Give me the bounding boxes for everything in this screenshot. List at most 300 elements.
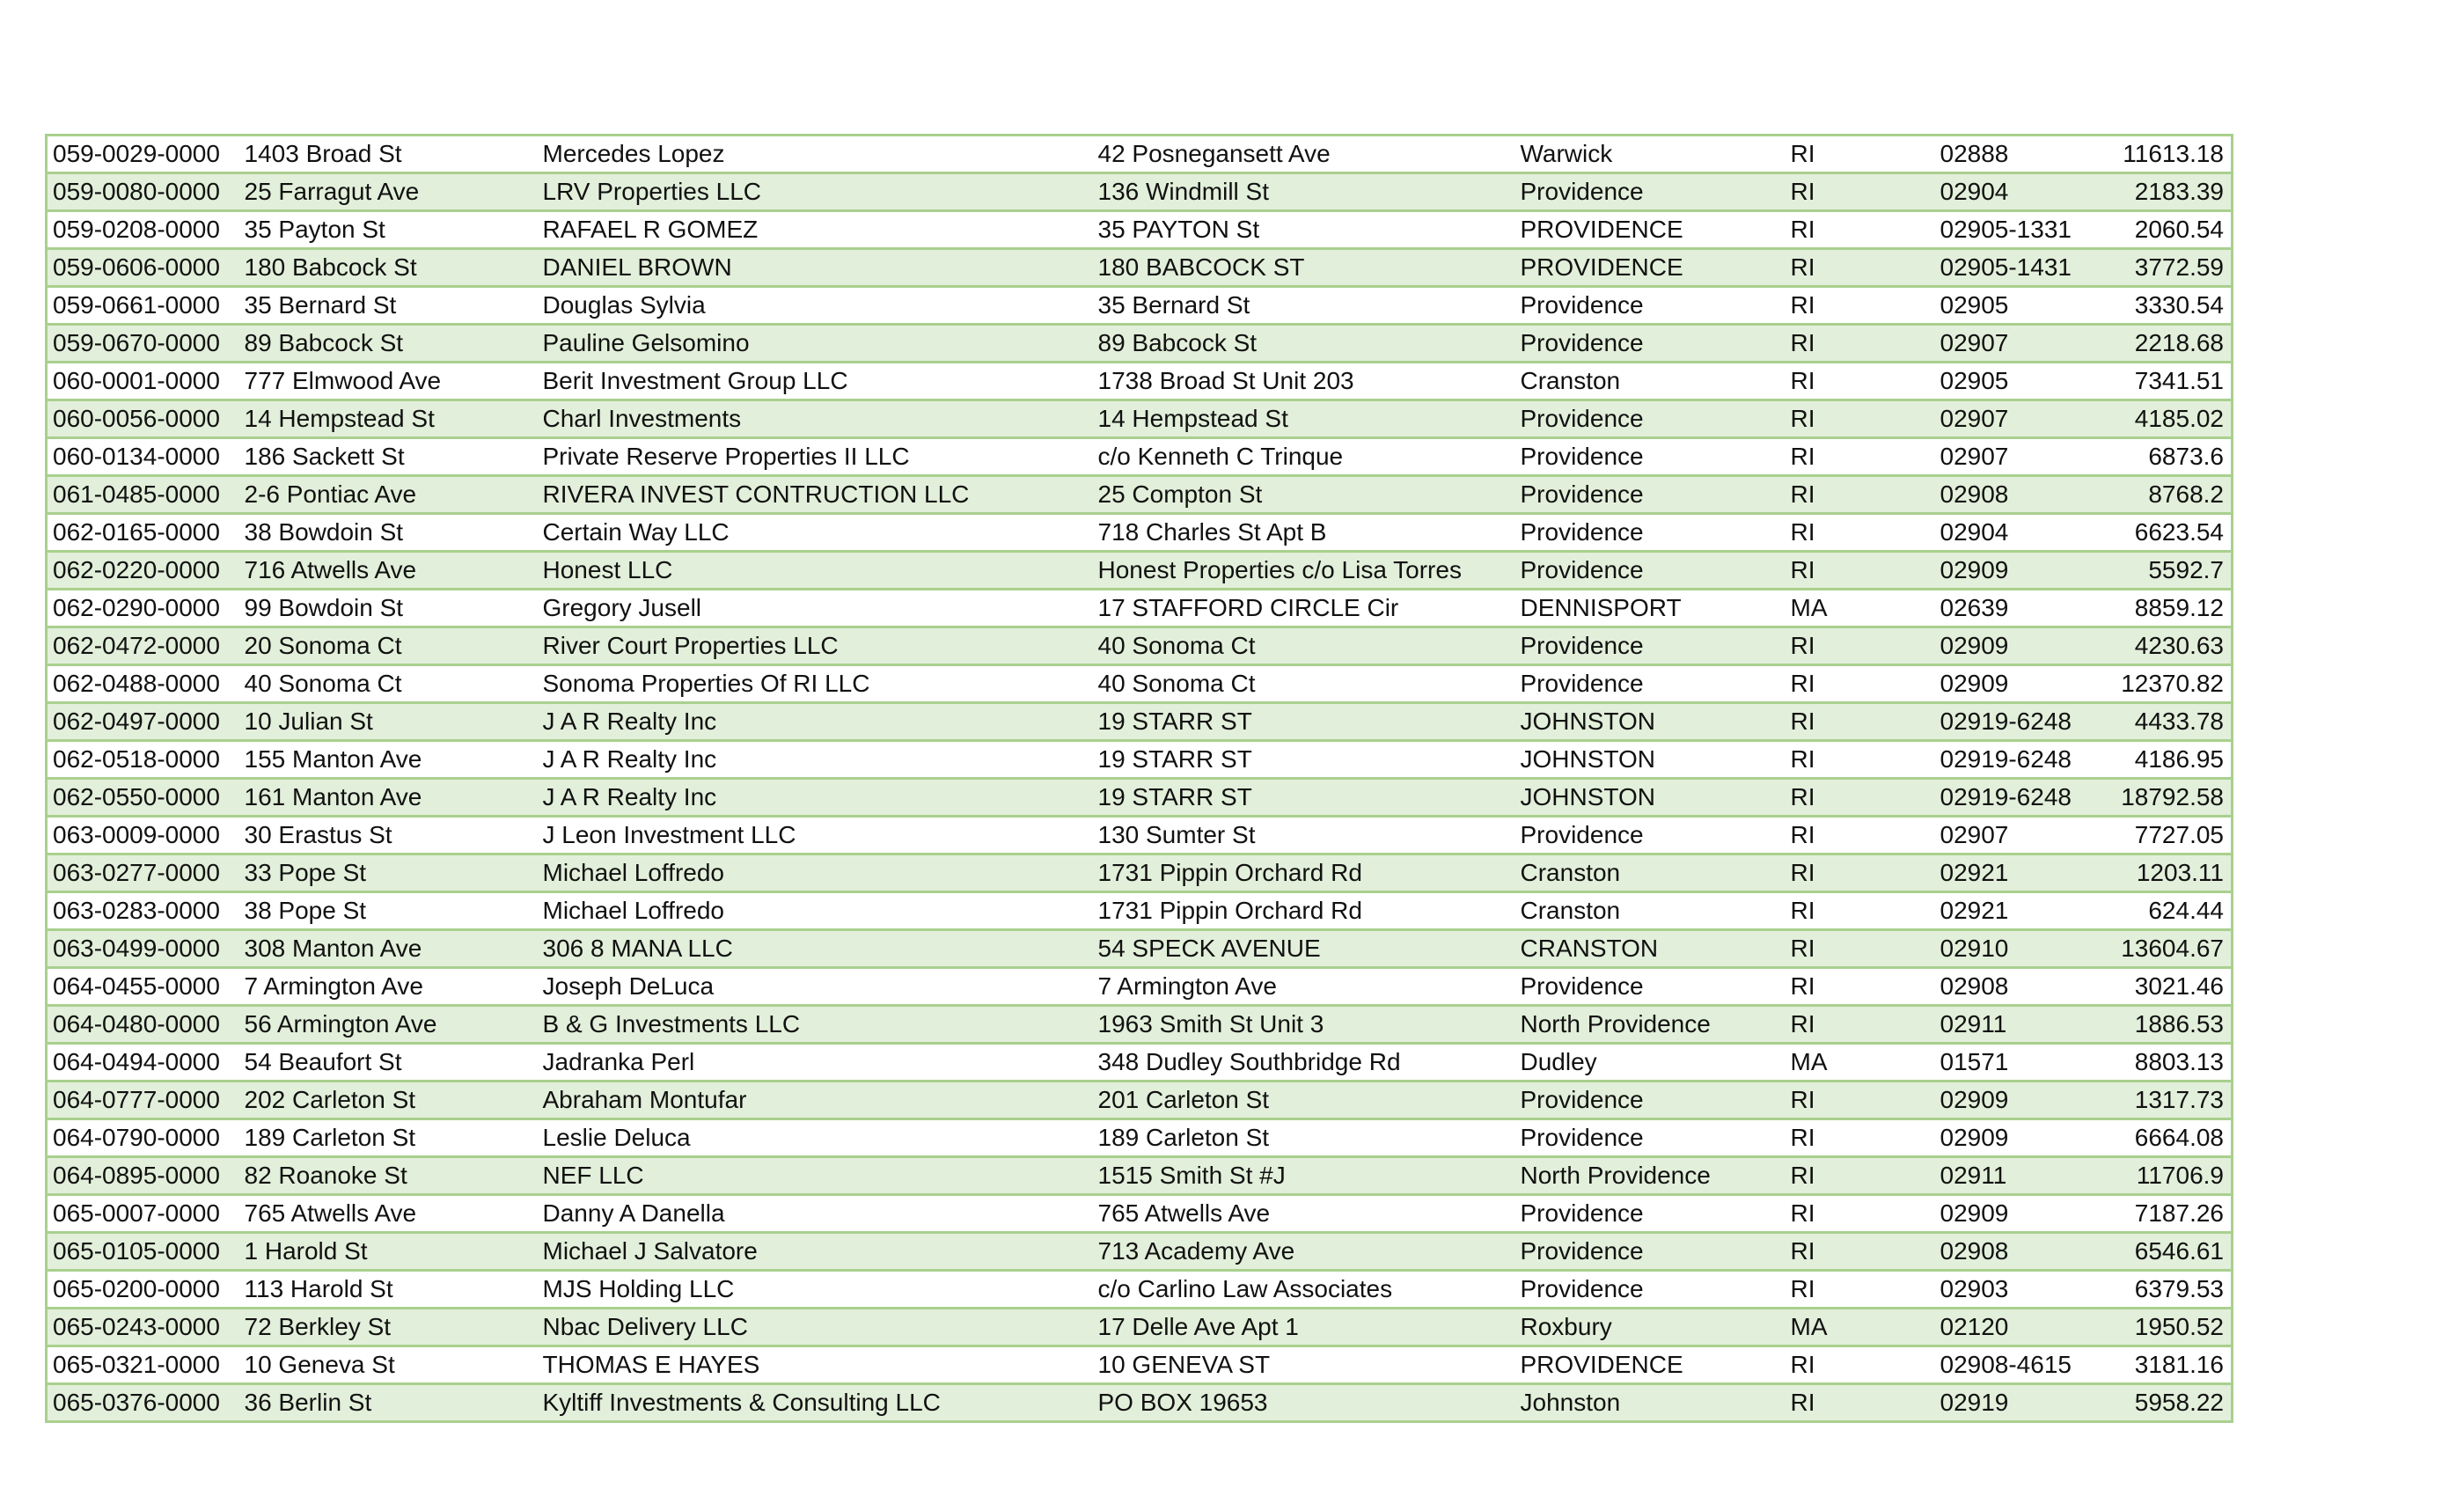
table-row — [47, 1157, 2233, 1195]
amount-cell: 13604.67 — [2094, 930, 2233, 968]
amount-cell: 4185.02 — [2094, 400, 2233, 438]
parcel-id-cell: 064-0777-0000 — [47, 1082, 239, 1119]
owner-name-cell: J Leon Investment LLC — [538, 817, 1093, 854]
owner-name-cell: J A R Realty Inc — [538, 703, 1093, 741]
mailing-address-cell: 1963 Smith St Unit 3 — [1093, 1006, 1515, 1044]
mailing-address-cell: 1731 Pippin Orchard Rd — [1093, 854, 1515, 892]
mailing-address-cell: 40 Sonoma Ct — [1093, 665, 1515, 703]
property-location-cell: 716 Atwells Ave — [239, 552, 538, 590]
mailing-address-cell: Honest Properties c/o Lisa Torres — [1093, 552, 1515, 590]
owner-name-cell: River Court Properties LLC — [538, 627, 1093, 665]
property-location-cell: 72 Berkley St — [239, 1309, 538, 1346]
owner-name-cell: Private Reserve Properties II LLC — [538, 438, 1093, 476]
mailing-address-cell: 14 Hempstead St — [1093, 400, 1515, 438]
owner-name-cell: Nbac Delivery LLC — [538, 1309, 1093, 1346]
table-row — [47, 590, 2233, 627]
zip-cell: 02909 — [1935, 627, 2094, 665]
table-row — [47, 249, 2233, 287]
mailing-address-cell: 19 STARR ST — [1093, 703, 1515, 741]
owner-name-cell: Jadranka Perl — [538, 1044, 1093, 1082]
zip-cell: 02909 — [1935, 552, 2094, 590]
zip-cell: 02904 — [1935, 514, 2094, 552]
parcel-id-cell: 065-0321-0000 — [47, 1346, 239, 1384]
state-cell: RI — [1786, 211, 1935, 249]
property-location-cell: 161 Manton Ave — [239, 779, 538, 817]
property-location-cell: 186 Sackett St — [239, 438, 538, 476]
parcel-id-cell: 065-0105-0000 — [47, 1233, 239, 1271]
table-row — [47, 627, 2233, 665]
mailing-address-cell: 348 Dudley Southbridge Rd — [1093, 1044, 1515, 1082]
table-row — [47, 136, 2233, 173]
city-cell: Providence — [1515, 476, 1786, 514]
city-cell: PROVIDENCE — [1515, 249, 1786, 287]
mailing-address-cell: 35 Bernard St — [1093, 287, 1515, 325]
mailing-address-cell: 718 Charles St Apt B — [1093, 514, 1515, 552]
zip-cell: 02908 — [1935, 476, 2094, 514]
owner-name-cell: Kyltiff Investments & Consulting LLC — [538, 1384, 1093, 1422]
mailing-address-cell: 1738 Broad St Unit 203 — [1093, 363, 1515, 400]
state-cell: MA — [1786, 1044, 1935, 1082]
property-location-cell: 35 Payton St — [239, 211, 538, 249]
owner-name-cell: J A R Realty Inc — [538, 779, 1093, 817]
property-location-cell: 35 Bernard St — [239, 287, 538, 325]
amount-cell: 7727.05 — [2094, 817, 2233, 854]
amount-cell: 7187.26 — [2094, 1195, 2233, 1233]
table-row — [47, 1384, 2233, 1422]
city-cell: Providence — [1515, 665, 1786, 703]
mailing-address-cell: 180 BABCOCK ST — [1093, 249, 1515, 287]
amount-cell: 3181.16 — [2094, 1346, 2233, 1384]
owner-name-cell: Mercedes Lopez — [538, 136, 1093, 173]
state-cell: RI — [1786, 1006, 1935, 1044]
table-row — [47, 665, 2233, 703]
parcel-id-cell: 065-0007-0000 — [47, 1195, 239, 1233]
table-row — [47, 817, 2233, 854]
amount-cell: 1950.52 — [2094, 1309, 2233, 1346]
zip-cell: 02921 — [1935, 854, 2094, 892]
property-location-cell: 113 Harold St — [239, 1271, 538, 1309]
mailing-address-cell: 42 Posnegansett Ave — [1093, 136, 1515, 173]
state-cell: RI — [1786, 1082, 1935, 1119]
city-cell: Providence — [1515, 968, 1786, 1006]
owner-name-cell: Gregory Jusell — [538, 590, 1093, 627]
owner-name-cell: Berit Investment Group LLC — [538, 363, 1093, 400]
state-cell: RI — [1786, 817, 1935, 854]
owner-name-cell: Sonoma Properties Of RI LLC — [538, 665, 1093, 703]
state-cell: RI — [1786, 1384, 1935, 1422]
owner-name-cell: Danny A Danella — [538, 1195, 1093, 1233]
state-cell: RI — [1786, 249, 1935, 287]
state-cell: RI — [1786, 779, 1935, 817]
owner-name-cell: Charl Investments — [538, 400, 1093, 438]
city-cell: Providence — [1515, 325, 1786, 363]
city-cell: DENNISPORT — [1515, 590, 1786, 627]
state-cell: RI — [1786, 136, 1935, 173]
parcel-id-cell: 062-0497-0000 — [47, 703, 239, 741]
state-cell: RI — [1786, 1271, 1935, 1309]
amount-cell: 624.44 — [2094, 892, 2233, 930]
amount-cell: 8859.12 — [2094, 590, 2233, 627]
parcel-id-cell: 059-0606-0000 — [47, 249, 239, 287]
table-row — [47, 514, 2233, 552]
table-row — [47, 1195, 2233, 1233]
table-row — [47, 968, 2233, 1006]
property-location-cell: 14 Hempstead St — [239, 400, 538, 438]
zip-cell: 02908 — [1935, 968, 2094, 1006]
property-location-cell: 40 Sonoma Ct — [239, 665, 538, 703]
table-row — [47, 1346, 2233, 1384]
owner-name-cell: Michael Loffredo — [538, 892, 1093, 930]
table-row — [47, 703, 2233, 741]
city-cell: Providence — [1515, 1082, 1786, 1119]
amount-cell: 5592.7 — [2094, 552, 2233, 590]
zip-cell: 02905 — [1935, 363, 2094, 400]
mailing-address-cell: c/o Carlino Law Associates — [1093, 1271, 1515, 1309]
mailing-address-cell: PO BOX 19653 — [1093, 1384, 1515, 1422]
city-cell: Cranston — [1515, 854, 1786, 892]
table-row — [47, 1309, 2233, 1346]
property-location-cell: 7 Armington Ave — [239, 968, 538, 1006]
parcel-id-cell: 059-0661-0000 — [47, 287, 239, 325]
amount-cell: 7341.51 — [2094, 363, 2233, 400]
parcel-id-cell: 062-0220-0000 — [47, 552, 239, 590]
property-location-cell: 180 Babcock St — [239, 249, 538, 287]
property-location-cell: 82 Roanoke St — [239, 1157, 538, 1195]
property-table-container — [45, 134, 2231, 1423]
city-cell: North Providence — [1515, 1006, 1786, 1044]
mailing-address-cell: 765 Atwells Ave — [1093, 1195, 1515, 1233]
amount-cell: 1317.73 — [2094, 1082, 2233, 1119]
zip-cell: 02903 — [1935, 1271, 2094, 1309]
city-cell: Cranston — [1515, 363, 1786, 400]
city-cell: JOHNSTON — [1515, 741, 1786, 779]
mailing-address-cell: 19 STARR ST — [1093, 741, 1515, 779]
amount-cell: 2218.68 — [2094, 325, 2233, 363]
mailing-address-cell: 17 STAFFORD CIRCLE Cir — [1093, 590, 1515, 627]
city-cell: Providence — [1515, 173, 1786, 211]
parcel-id-cell: 060-0134-0000 — [47, 438, 239, 476]
state-cell: MA — [1786, 1309, 1935, 1346]
table-row — [47, 854, 2233, 892]
parcel-id-cell: 059-0670-0000 — [47, 325, 239, 363]
amount-cell: 4186.95 — [2094, 741, 2233, 779]
parcel-id-cell: 064-0480-0000 — [47, 1006, 239, 1044]
owner-name-cell: MJS Holding LLC — [538, 1271, 1093, 1309]
state-cell: RI — [1786, 514, 1935, 552]
parcel-id-cell: 059-0208-0000 — [47, 211, 239, 249]
zip-cell: 02909 — [1935, 1195, 2094, 1233]
parcel-id-cell: 060-0056-0000 — [47, 400, 239, 438]
mailing-address-cell: 136 Windmill St — [1093, 173, 1515, 211]
mailing-address-cell: 189 Carleton St — [1093, 1119, 1515, 1157]
state-cell: RI — [1786, 552, 1935, 590]
zip-cell: 02120 — [1935, 1309, 2094, 1346]
city-cell: Providence — [1515, 817, 1786, 854]
table-row — [47, 552, 2233, 590]
state-cell: RI — [1786, 363, 1935, 400]
city-cell: Providence — [1515, 1233, 1786, 1271]
zip-cell: 02921 — [1935, 892, 2094, 930]
zip-cell: 02907 — [1935, 400, 2094, 438]
parcel-id-cell: 064-0494-0000 — [47, 1044, 239, 1082]
table-row — [47, 325, 2233, 363]
mailing-address-cell: 19 STARR ST — [1093, 779, 1515, 817]
parcel-id-cell: 065-0243-0000 — [47, 1309, 239, 1346]
city-cell: Providence — [1515, 400, 1786, 438]
city-cell: Providence — [1515, 514, 1786, 552]
table-row — [47, 476, 2233, 514]
property-location-cell: 30 Erastus St — [239, 817, 538, 854]
zip-cell: 02911 — [1935, 1006, 2094, 1044]
property-location-cell: 1 Harold St — [239, 1233, 538, 1271]
city-cell: Johnston — [1515, 1384, 1786, 1422]
state-cell: RI — [1786, 665, 1935, 703]
owner-name-cell: Michael J Salvatore — [538, 1233, 1093, 1271]
property-location-cell: 308 Manton Ave — [239, 930, 538, 968]
city-cell: Warwick — [1515, 136, 1786, 173]
property-location-cell: 38 Pope St — [239, 892, 538, 930]
table-row — [47, 1233, 2233, 1271]
owner-name-cell: Joseph DeLuca — [538, 968, 1093, 1006]
property-location-cell: 56 Armington Ave — [239, 1006, 538, 1044]
state-cell: MA — [1786, 590, 1935, 627]
zip-cell: 02911 — [1935, 1157, 2094, 1195]
owner-name-cell: DANIEL BROWN — [538, 249, 1093, 287]
zip-cell: 02909 — [1935, 1119, 2094, 1157]
zip-cell: 02919-6248 — [1935, 741, 2094, 779]
mailing-address-cell: 713 Academy Ave — [1093, 1233, 1515, 1271]
amount-cell: 4433.78 — [2094, 703, 2233, 741]
table-row — [47, 438, 2233, 476]
mailing-address-cell: 10 GENEVA ST — [1093, 1346, 1515, 1384]
city-cell: Roxbury — [1515, 1309, 1786, 1346]
amount-cell: 6379.53 — [2094, 1271, 2233, 1309]
mailing-address-cell: 1731 Pippin Orchard Rd — [1093, 892, 1515, 930]
zip-cell: 02904 — [1935, 173, 2094, 211]
mailing-address-cell: 201 Carleton St — [1093, 1082, 1515, 1119]
property-location-cell: 99 Bowdoin St — [239, 590, 538, 627]
mailing-address-cell: 7 Armington Ave — [1093, 968, 1515, 1006]
amount-cell: 1203.11 — [2094, 854, 2233, 892]
parcel-id-cell: 064-0455-0000 — [47, 968, 239, 1006]
owner-name-cell: Certain Way LLC — [538, 514, 1093, 552]
table-row — [47, 779, 2233, 817]
zip-cell: 02905 — [1935, 287, 2094, 325]
city-cell: Cranston — [1515, 892, 1786, 930]
parcel-id-cell: 065-0200-0000 — [47, 1271, 239, 1309]
property-location-cell: 777 Elmwood Ave — [239, 363, 538, 400]
city-cell: JOHNSTON — [1515, 703, 1786, 741]
property-location-cell: 2-6 Pontiac Ave — [239, 476, 538, 514]
city-cell: Providence — [1515, 438, 1786, 476]
mailing-address-cell: 1515 Smith St #J — [1093, 1157, 1515, 1195]
state-cell: RI — [1786, 703, 1935, 741]
amount-cell: 1886.53 — [2094, 1006, 2233, 1044]
owner-name-cell: Abraham Montufar — [538, 1082, 1093, 1119]
amount-cell: 8803.13 — [2094, 1044, 2233, 1082]
amount-cell: 3021.46 — [2094, 968, 2233, 1006]
city-cell: Providence — [1515, 287, 1786, 325]
owner-name-cell: Honest LLC — [538, 552, 1093, 590]
mailing-address-cell: 89 Babcock St — [1093, 325, 1515, 363]
table-row — [47, 892, 2233, 930]
property-location-cell: 155 Manton Ave — [239, 741, 538, 779]
mailing-address-cell: 54 SPECK AVENUE — [1093, 930, 1515, 968]
zip-cell: 02907 — [1935, 817, 2094, 854]
state-cell: RI — [1786, 325, 1935, 363]
zip-cell: 02907 — [1935, 438, 2094, 476]
state-cell: RI — [1786, 438, 1935, 476]
table-row — [47, 1044, 2233, 1082]
state-cell: RI — [1786, 476, 1935, 514]
table-row — [47, 287, 2233, 325]
amount-cell: 6546.61 — [2094, 1233, 2233, 1271]
amount-cell: 2060.54 — [2094, 211, 2233, 249]
state-cell: RI — [1786, 400, 1935, 438]
parcel-id-cell: 059-0080-0000 — [47, 173, 239, 211]
parcel-id-cell: 062-0165-0000 — [47, 514, 239, 552]
amount-cell: 6664.08 — [2094, 1119, 2233, 1157]
owner-name-cell: B & G Investments LLC — [538, 1006, 1093, 1044]
state-cell: RI — [1786, 854, 1935, 892]
state-cell: RI — [1786, 930, 1935, 968]
table-row — [47, 211, 2233, 249]
parcel-id-cell: 062-0472-0000 — [47, 627, 239, 665]
table-row — [47, 173, 2233, 211]
zip-cell: 02909 — [1935, 1082, 2094, 1119]
property-location-cell: 36 Berlin St — [239, 1384, 538, 1422]
city-cell: Providence — [1515, 1195, 1786, 1233]
property-table — [45, 134, 2233, 1423]
amount-cell: 6623.54 — [2094, 514, 2233, 552]
zip-cell: 02907 — [1935, 325, 2094, 363]
parcel-id-cell: 063-0277-0000 — [47, 854, 239, 892]
table-body — [47, 136, 2233, 1422]
parcel-id-cell: 065-0376-0000 — [47, 1384, 239, 1422]
mailing-address-cell: c/o Kenneth C Trinque — [1093, 438, 1515, 476]
amount-cell: 12370.82 — [2094, 665, 2233, 703]
mailing-address-cell: 40 Sonoma Ct — [1093, 627, 1515, 665]
amount-cell: 3330.54 — [2094, 287, 2233, 325]
zip-cell: 02908-4615 — [1935, 1346, 2094, 1384]
property-location-cell: 20 Sonoma Ct — [239, 627, 538, 665]
city-cell: PROVIDENCE — [1515, 211, 1786, 249]
zip-cell: 02908 — [1935, 1233, 2094, 1271]
amount-cell: 8768.2 — [2094, 476, 2233, 514]
property-location-cell: 54 Beaufort St — [239, 1044, 538, 1082]
zip-cell: 02905-1431 — [1935, 249, 2094, 287]
parcel-id-cell: 063-0499-0000 — [47, 930, 239, 968]
zip-cell: 02888 — [1935, 136, 2094, 173]
zip-cell: 02905-1331 — [1935, 211, 2094, 249]
amount-cell: 2183.39 — [2094, 173, 2233, 211]
property-location-cell: 1403 Broad St — [239, 136, 538, 173]
state-cell: RI — [1786, 1233, 1935, 1271]
property-location-cell: 10 Geneva St — [239, 1346, 538, 1384]
state-cell: RI — [1786, 173, 1935, 211]
table-row — [47, 1119, 2233, 1157]
amount-cell: 3772.59 — [2094, 249, 2233, 287]
property-location-cell: 33 Pope St — [239, 854, 538, 892]
amount-cell: 18792.58 — [2094, 779, 2233, 817]
mailing-address-cell: 25 Compton St — [1093, 476, 1515, 514]
state-cell: RI — [1786, 627, 1935, 665]
city-cell: CRANSTON — [1515, 930, 1786, 968]
state-cell: RI — [1786, 741, 1935, 779]
owner-name-cell: Douglas Sylvia — [538, 287, 1093, 325]
owner-name-cell: J A R Realty Inc — [538, 741, 1093, 779]
city-cell: JOHNSTON — [1515, 779, 1786, 817]
state-cell: RI — [1786, 892, 1935, 930]
owner-name-cell: THOMAS E HAYES — [538, 1346, 1093, 1384]
parcel-id-cell: 062-0550-0000 — [47, 779, 239, 817]
table-row — [47, 1271, 2233, 1309]
state-cell: RI — [1786, 287, 1935, 325]
amount-cell: 11706.9 — [2094, 1157, 2233, 1195]
parcel-id-cell: 061-0485-0000 — [47, 476, 239, 514]
property-location-cell: 765 Atwells Ave — [239, 1195, 538, 1233]
parcel-id-cell: 062-0290-0000 — [47, 590, 239, 627]
city-cell: PROVIDENCE — [1515, 1346, 1786, 1384]
state-cell: RI — [1786, 1346, 1935, 1384]
parcel-id-cell: 062-0488-0000 — [47, 665, 239, 703]
zip-cell: 02919-6248 — [1935, 703, 2094, 741]
state-cell: RI — [1786, 1157, 1935, 1195]
owner-name-cell: RIVERA INVEST CONTRUCTION LLC — [538, 476, 1093, 514]
amount-cell: 11613.18 — [2094, 136, 2233, 173]
owner-name-cell: 306 8 MANA LLC — [538, 930, 1093, 968]
state-cell: RI — [1786, 1119, 1935, 1157]
zip-cell: 02639 — [1935, 590, 2094, 627]
city-cell: Dudley — [1515, 1044, 1786, 1082]
table-row — [47, 400, 2233, 438]
parcel-id-cell: 063-0283-0000 — [47, 892, 239, 930]
city-cell: North Providence — [1515, 1157, 1786, 1195]
city-cell: Providence — [1515, 1271, 1786, 1309]
mailing-address-cell: 35 PAYTON St — [1093, 211, 1515, 249]
parcel-id-cell: 064-0895-0000 — [47, 1157, 239, 1195]
city-cell: Providence — [1515, 627, 1786, 665]
table-row — [47, 363, 2233, 400]
table-row — [47, 930, 2233, 968]
state-cell: RI — [1786, 968, 1935, 1006]
property-location-cell: 89 Babcock St — [239, 325, 538, 363]
parcel-id-cell: 059-0029-0000 — [47, 136, 239, 173]
city-cell: Providence — [1515, 552, 1786, 590]
amount-cell: 5958.22 — [2094, 1384, 2233, 1422]
zip-cell: 02919 — [1935, 1384, 2094, 1422]
property-location-cell: 25 Farragut Ave — [239, 173, 538, 211]
amount-cell: 6873.6 — [2094, 438, 2233, 476]
zip-cell: 02919-6248 — [1935, 779, 2094, 817]
owner-name-cell: RAFAEL R GOMEZ — [538, 211, 1093, 249]
table-row — [47, 1082, 2233, 1119]
property-location-cell: 10 Julian St — [239, 703, 538, 741]
owner-name-cell: Michael Loffredo — [538, 854, 1093, 892]
parcel-id-cell: 060-0001-0000 — [47, 363, 239, 400]
parcel-id-cell: 063-0009-0000 — [47, 817, 239, 854]
zip-cell: 01571 — [1935, 1044, 2094, 1082]
property-location-cell: 189 Carleton St — [239, 1119, 538, 1157]
owner-name-cell: Leslie Deluca — [538, 1119, 1093, 1157]
amount-cell: 4230.63 — [2094, 627, 2233, 665]
parcel-id-cell: 064-0790-0000 — [47, 1119, 239, 1157]
state-cell: RI — [1786, 1195, 1935, 1233]
table-row — [47, 1006, 2233, 1044]
property-location-cell: 38 Bowdoin St — [239, 514, 538, 552]
property-location-cell: 202 Carleton St — [239, 1082, 538, 1119]
mailing-address-cell: 130 Sumter St — [1093, 817, 1515, 854]
